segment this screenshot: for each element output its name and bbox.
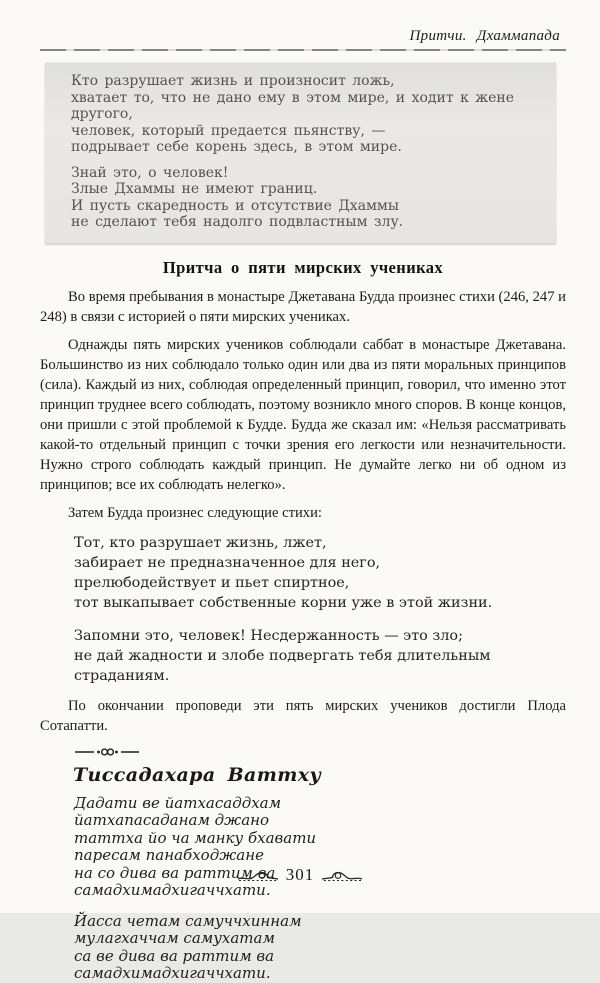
pali-line: самадхимадхигаччхати. [74,881,271,899]
pali-line: Йасса четам самуччхиннам [74,911,302,930]
quote-line: Кто разрушает жизнь и произносит ложь, [71,73,395,89]
quote-stanza [71,165,538,231]
pali-stanza [74,913,566,983]
pali-line: самадхимадхигаччхати. [74,964,271,982]
quote-line: И пусть скаредность и отсутствие Дхаммы [71,197,399,214]
running-head: Притчи. Дхаммапада [409,28,560,44]
quote-line: Знай это, о человек! [71,164,229,181]
pali-line: паресам панабходжане [74,846,264,864]
quote-line: подрывает себе корень здесь, в этом мире. [71,139,402,155]
verse-block [74,626,566,686]
pali-line: йатхапасаданам джано [74,811,270,829]
verse-line: тот выкапывает собственные корни уже в этой жизни. [74,594,493,611]
pali-line: на со дива ва раттим ва [74,863,276,882]
verse-line: не дай жадности и злобе подвергать тебя длительным страданиям. [74,647,491,684]
verse-block [74,533,566,613]
page-number: 301 [285,865,315,884]
pali-line: мулагхаччам самухатам [74,929,275,947]
header-rule [40,49,566,51]
paragraph: Однажды пять мирских учеников соблюдали саббат в монастыре Джетавана. Большинство из них соблюдало только один или два из пяти моральных принципов (сила). Каждый из них, соблюдая определенный принцип, говорил, что именно этот принцип труднее всего соблюдать, поэтому возникло много споров. В конце концов, они пришли с этой проблемой к Будде. Будда же сказал им: «Нельзя рассматривать какой-то отдельный принцип с точки зрения его легкости или незначительности. Нужно строго соблюдать каждый принцип. Не думайте легко ни об одном из принципов; все их соблюдать нелегко». [40,336,566,493]
quote-box [45,63,556,243]
page-footer [0,865,600,885]
knot-divider-icon [74,747,566,757]
paragraph: Затем Будда произнес следующие стихи: [68,504,322,521]
verse-line: Запомни это, человек! Несдержанность — это зло; [74,627,463,644]
subsection-title: Тиссадахара Ваттху [73,763,322,786]
quote-line: человек, который предается пьянству, — [71,122,386,139]
verse-line: забирает не предназначенное для него, [74,554,381,571]
quote-line: Злые Дхаммы не имеют границ. [71,181,318,197]
verse-line: Тот, кто разрушает жизнь, лжет, [74,534,327,551]
flourish-ornament-left-icon [237,868,279,883]
quote-line: хватает то, что не дано ему в этом мире, и ходит к жене другого, [71,89,515,122]
pali-line: са ве дива ва раттим ва [74,946,275,965]
section-title: Притча о пяти мирских учениках [162,257,444,277]
pali-line: таттха йо ча манку бхавати [74,828,317,847]
quote-line: не сделают тебя надолго подвластным злу. [71,214,404,230]
closing-paragraph: По окончании проповеди эти пять мирских учеников достигли Плода Сотапатти. [40,697,566,734]
flourish-ornament-right-icon [321,868,363,883]
pali-line: Дадати ве йатхасаддхам [74,793,282,812]
paragraph: Во время пребывания в монастыре Джетавана Будда произнес стихи (246, 247 и 248) в связи с историей о пяти мирских учениках. [40,288,566,325]
verse-line: прелюбодействует и пьет спиртное, [74,574,350,591]
quote-stanza [71,73,538,156]
